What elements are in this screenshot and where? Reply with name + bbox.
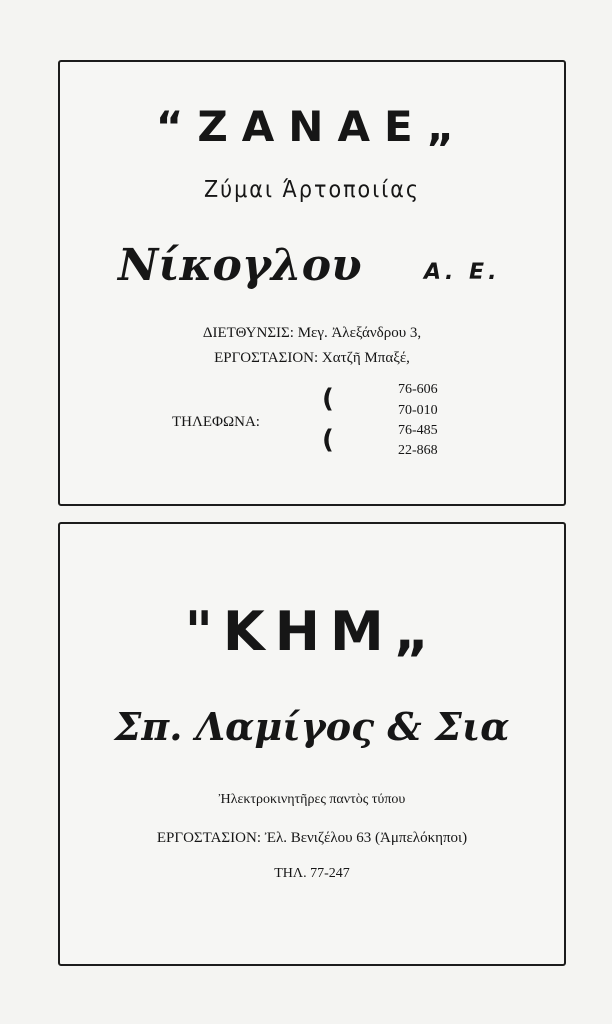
zanae-factory: ΕΡΓΟΣΤΑΣΙΟΝ: Χατζῆ Μπαξέ, — [214, 350, 410, 366]
zanae-phones-label: ΤΗΛΕΦΩΝΑ: — [172, 414, 260, 430]
zanae-company-suffix: Α. Ε. — [424, 260, 501, 285]
kim-brand-title: "ΚΗΜ„ — [184, 600, 440, 663]
phone-brace: ( — [322, 384, 334, 414]
zanae-company-name: Νίκογλου — [118, 240, 362, 291]
zanae-phone-number: 76-485 — [398, 423, 438, 438]
kim-phone: ΤΗΛ. 77-247 — [274, 866, 350, 881]
zanae-phone-number: 70-010 — [398, 403, 438, 418]
zanae-phone-number: 22-868 — [398, 443, 438, 458]
zanae-subtitle: Ζύμαι Άρτοποιίας — [204, 177, 420, 203]
kim-factory: ΕΡΓΟΣΤΑΣΙΟΝ: Ἐλ. Βενιζέλου 63 (Ἀμπελόκηποι) — [156, 830, 468, 846]
zanae-address: ΔΙΕΤΘΥΝΣΙΣ: Μεγ. Ἀλεξάνδρου 3, — [202, 325, 422, 341]
zanae-advertisement — [58, 60, 566, 506]
zanae-phone-number: 76-606 — [398, 382, 438, 397]
kim-advertisement — [58, 522, 566, 966]
kim-description: Ἠλεκτροκινητῆρες παντὸς τύπου — [218, 792, 406, 807]
phone-brace: ( — [322, 425, 334, 455]
kim-company-name: Σπ. Λαμίγος & Σια — [114, 704, 510, 749]
zanae-brand-title: “ΖΑΝΑΕ„ — [155, 102, 469, 151]
